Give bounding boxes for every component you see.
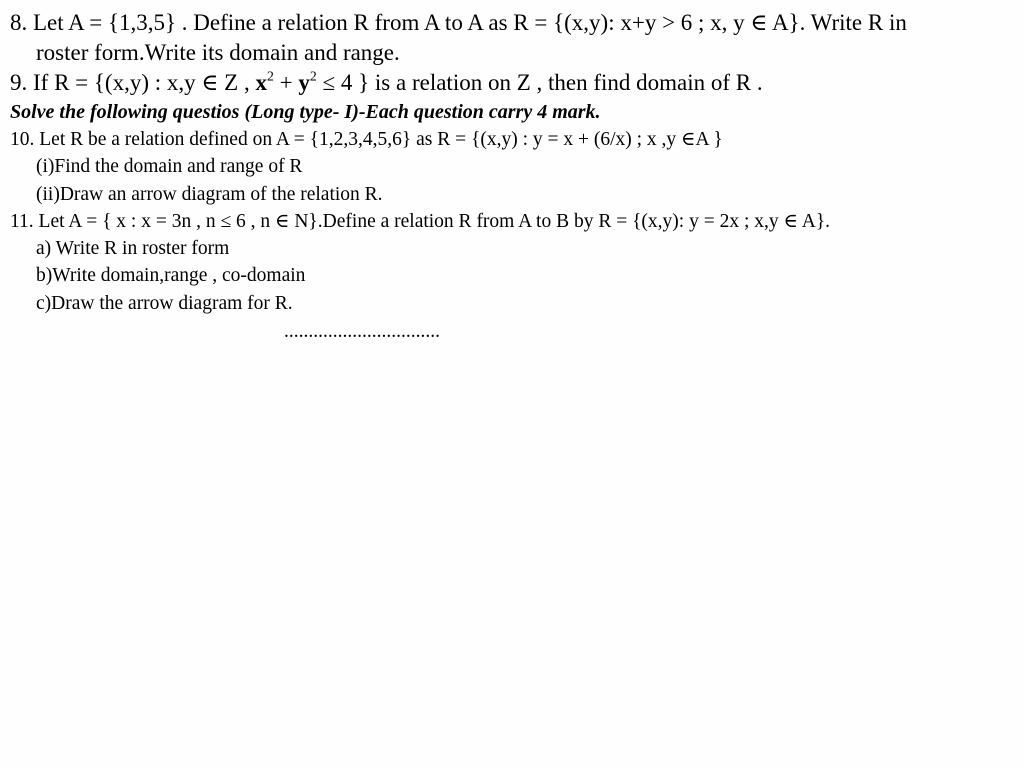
question-9-suffix: ≤ 4 } is a relation on Z , then find domain of R . <box>316 70 763 95</box>
question-8-line-1: 8. Let A = {1,3,5} . Define a relation R from A to A as R = {(x,y): x+y > 6 ; x, y ∈ A}. Write R in <box>10 10 907 35</box>
section-heading: Solve the following questios (Long type- I)-Each question carry 4 mark. <box>10 101 601 123</box>
question-10-part-i: (i)Find the domain and range of R <box>36 156 303 177</box>
question-8-line-2: roster form.Write its domain and range. <box>36 40 400 65</box>
question-11-part-a: a) Write R in roster form <box>36 238 230 259</box>
question-11-line-1: 11. Let A = { x : x = 3n , n ≤ 6 , n ∈ N}.Define a relation R from A to B by R = {(x,y): y = 2x ; x,y ∈ A}. <box>10 211 831 232</box>
question-9-exponent-2: 2 <box>309 68 317 84</box>
question-9-exponent-1: 2 <box>266 68 274 84</box>
end-dotted-line: ................................ <box>284 321 440 342</box>
question-9-plus: + <box>273 70 299 95</box>
question-9-y-variable: y <box>298 70 310 95</box>
question-10-line-1: 10. Let R be a relation defined on A = {1,2,3,4,5,6} as R = {(x,y) : y = x + (6/x) ; x ,y ∈A } <box>10 129 723 150</box>
question-11-part-c: c)Draw the arrow diagram for R. <box>36 293 293 314</box>
question-11-part-b: b)Write domain,range , co-domain <box>36 265 306 286</box>
question-9-prefix: 9. If R = {(x,y) : x,y ∈ Z , <box>10 70 256 95</box>
question-10-part-ii: (ii)Draw an arrow diagram of the relation R. <box>36 184 383 205</box>
question-9-x-variable: x <box>255 70 267 95</box>
question-9 <box>10 68 763 95</box>
